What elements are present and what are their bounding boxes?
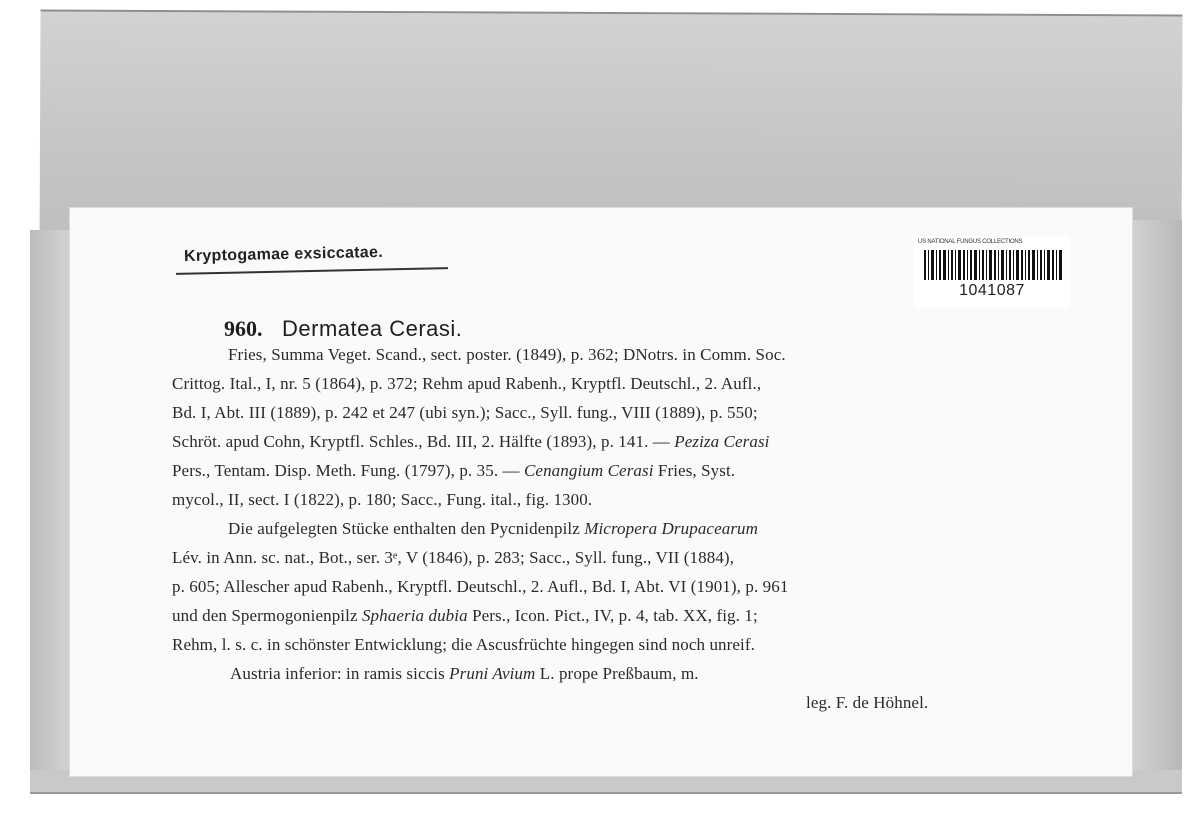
- catalog-number: 1041087: [959, 282, 1025, 299]
- specimen-heading: [224, 316, 462, 342]
- specimen-name: Dermatea Cerasi.: [282, 316, 463, 341]
- barcode-icon: [924, 250, 1064, 280]
- citation-line: Bd. I, Abt. III (1889), p. 242 et 247 (ubi syn.); Sacc., Syll. fung., VIII (1889), p. 550;: [172, 403, 758, 422]
- citation-line: Pers., Tentam. Disp. Meth. Fung. (1797), p. 35. — Cenangium Cerasi Fries, Syst.: [172, 461, 736, 480]
- packet-left-edge: [30, 230, 75, 785]
- packet-right-edge: [1128, 220, 1182, 790]
- description-line: p. 605; Allescher apud Rabenh., Kryptfl. Deutschl., 2. Aufl., Bd. I, Abt. VI (1901), p. 961: [172, 577, 789, 596]
- barcode-label: [914, 236, 1070, 308]
- specimen-number: 960.: [224, 316, 263, 341]
- description-line: Rehm, l. s. c. in schönster Entwicklung; die Ascusfrüchte hingegen sind noch unreif.: [172, 635, 755, 654]
- citation-line: mycol., II, sect. I (1822), p. 180; Sacc., Fung. ital., fig. 1300.: [172, 490, 593, 509]
- description-line: Die aufgelegten Stücke enthalten den Pycnidenpilz Micropera Drupacearum: [228, 519, 759, 538]
- description-line: und den Spermogonienpilz Sphaeria dubia Pers., Icon. Pict., IV, p. 4, tab. XX, fig. 1;: [172, 606, 758, 625]
- citation-line: Crittog. Ital., I, nr. 5 (1864), p. 372; Rehm apud Rabenh., Kryptfl. Deutschl., 2. Aufl.,: [172, 374, 762, 393]
- barcode-caption: US NATIONAL FUNGUS COLLECTIONS: [918, 239, 1023, 245]
- series-title: Kryptogamae exsiccatae.: [183, 243, 384, 266]
- locality-line: Austria inferior: in ramis siccis Pruni Avium L. prope Preßbaum, m.: [230, 664, 699, 683]
- citation-line: Schröt. apud Cohn, Kryptfl. Schles., Bd. III, 2. Hälfte (1893), p. 141. — Peziza Cerasi: [172, 432, 770, 451]
- citation-line: Fries, Summa Veget. Scand., sect. poster. (1849), p. 362; DNotrs. in Comm. Soc.: [228, 345, 786, 364]
- description-line: Lév. in Ann. sc. nat., Bot., ser. 3ᵉ, V (1846), p. 283; Sacc., Syll. fung., VII (1884),: [172, 548, 735, 567]
- collector-line: leg. F. de Höhnel.: [806, 693, 929, 712]
